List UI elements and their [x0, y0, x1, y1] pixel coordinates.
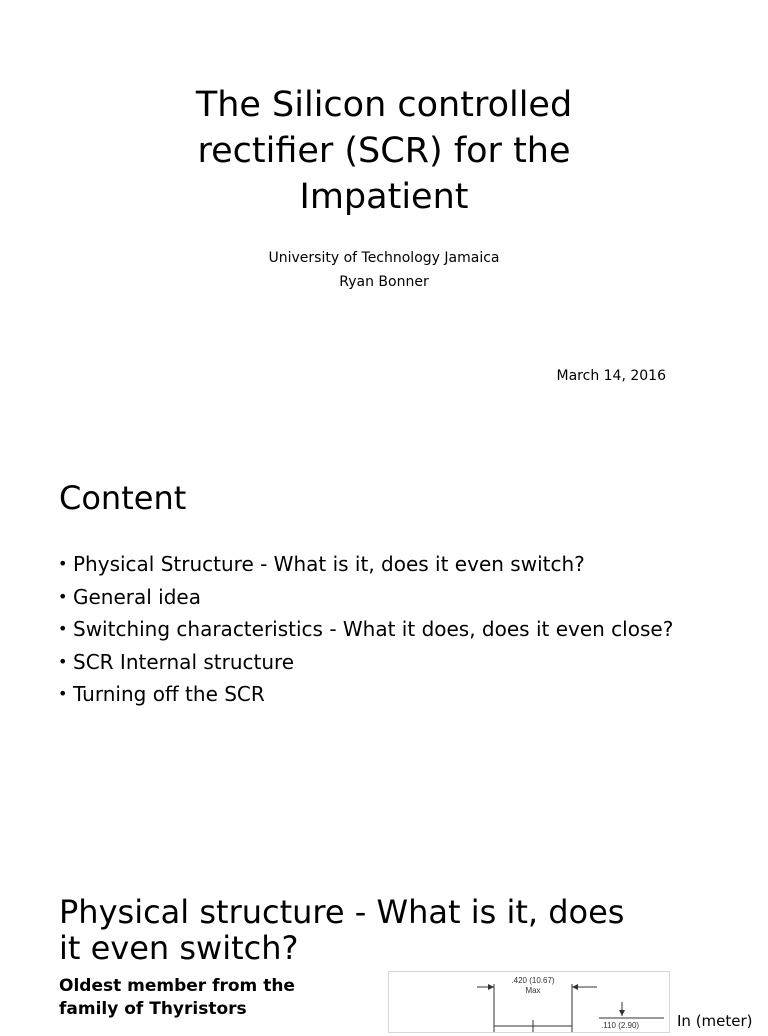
dimension-top-label: .420 (10.67) [511, 976, 555, 985]
bullet-icon: • [58, 586, 68, 606]
bullet-icon: • [58, 619, 68, 638]
author-name: Ryan Bonner [339, 274, 429, 290]
list-item-text: Turning off the SCR [73, 682, 265, 706]
content-slide [0, 432, 768, 864]
presentation-title: The Silicon controlled rectifier (SCR) for the Impatient [195, 85, 573, 217]
list-item-text: Switching characteristics - What it does, does it even close? [73, 617, 674, 641]
dimension-drawing-svg [389, 972, 669, 1032]
list-item [58, 585, 708, 609]
title-slide [0, 0, 768, 432]
list-item [58, 552, 708, 576]
arrowhead-right-icon [572, 984, 578, 990]
institution-name: University of Technology Jamaica [268, 250, 500, 266]
scr-dimension-drawing [388, 971, 670, 1033]
bullet-icon: • [58, 651, 68, 671]
dimension-right-label: .110 (2.90) [601, 1021, 640, 1030]
arrowhead-down-icon [619, 1010, 625, 1016]
thyristor-intro-text: Oldest member from the family of Thyristors [59, 976, 295, 1019]
list-item [58, 617, 708, 641]
arrowhead-left-icon [488, 984, 494, 990]
list-item-text: SCR Internal structure [73, 649, 295, 674]
bullet-icon: • [58, 554, 68, 573]
list-item [58, 650, 708, 674]
dimension-top-sublabel: Max [525, 986, 541, 995]
unit-label: In (meter) [677, 1012, 753, 1030]
physical-structure-slide [0, 864, 768, 1030]
content-bullet-list [58, 552, 708, 715]
bullet-icon: • [58, 684, 68, 703]
list-item [58, 682, 708, 706]
physical-structure-heading: Physical structure - What is it, does it even switch? [59, 893, 625, 967]
list-item-text: Physical Structure - What is it, does it even switch? [73, 552, 585, 576]
list-item-text: General idea [73, 584, 201, 609]
content-heading: Content [59, 479, 187, 517]
presentation-date: March 14, 2016 [556, 368, 666, 384]
